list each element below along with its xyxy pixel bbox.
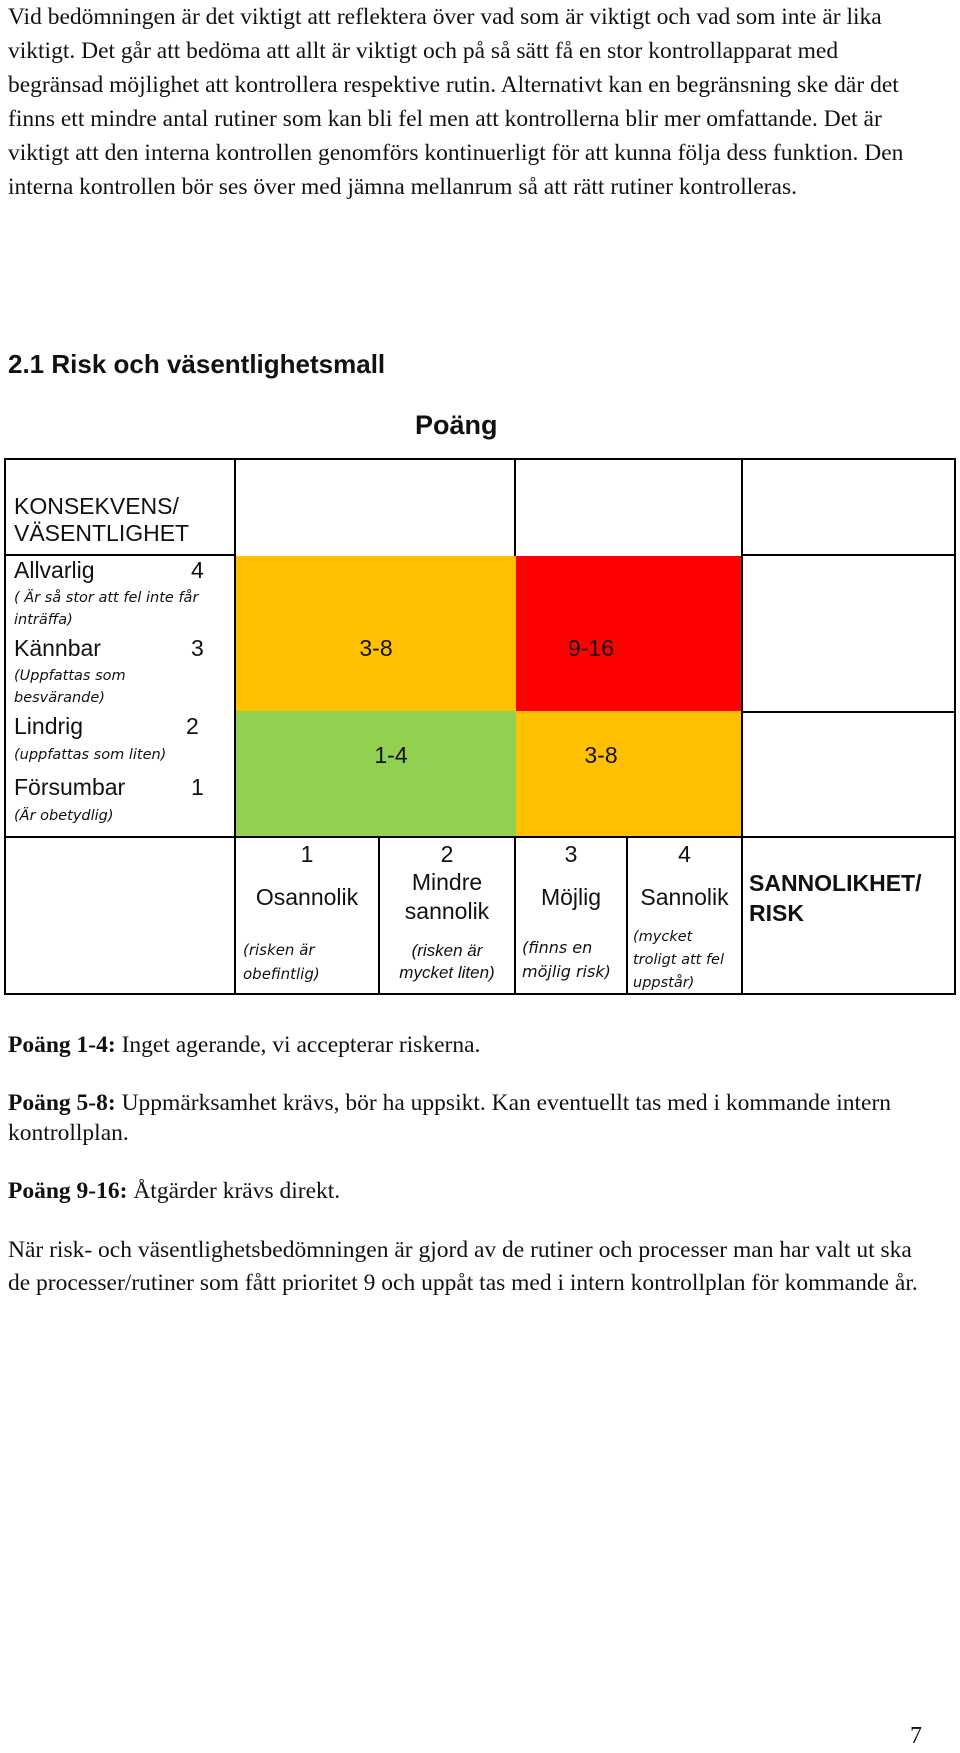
probability-value: 2 [440,841,454,867]
probability-header-line2: RISK [749,900,804,926]
probability-name: Mindre sannolik [404,869,490,924]
probability-value: 1 [300,841,314,867]
consequence-level-desc: (Är obetydlig) [14,808,114,824]
legend-item: Poäng 9-16: Åtgärder krävs direkt. [8,1178,341,1204]
probability-name: Möjlig [540,884,602,910]
consequence-header-line2: VÄSENTLIGHET [14,520,190,546]
consequence-level-value: 1 [191,774,204,800]
intro-paragraph: Vid bedömningen är det viktigt att reflektera över vad som är viktigt och vad som inte är lika viktigt. Det går att bedöma att allt är viktigt och på så sätt få en stor kontrollapparat med begränsad möjlighet att kontrollera respektive rutin. Alternativt kan en begränsning ske där det finns ett mindre antal rutiner som kan bli fel men att kontrollerna blir mer omfattande. Det är viktigt att den interna kontrollen genomförs kontinuerligt för att kunna följa dess funktion. Den interna kontrollen bör ses över med jämna mellanrum så att rätt rutiner kontrolleras. [8,4,904,200]
consequence-header-line1: KONSEKVENS/ [14,493,179,519]
zone-label-upper-left: 3-8 [359,635,393,661]
consequence-level-desc: (uppfattas som liten) [14,747,167,763]
score-title: Poäng [415,410,498,440]
probability-value: 3 [564,841,578,867]
legend-item: Poäng 5-8: Uppmärksamhet krävs, bör ha uppsikt. Kan eventuellt tas med i kommande intern kontrollplan. [8,1090,892,1146]
probability-name: Sannolik [640,884,729,910]
probability-desc: (risken är mycket liten) [399,941,495,982]
zone-label-lower-left: 1-4 [374,742,408,768]
section-title: 2.1 Risk och väsentlighetsmall [8,349,386,379]
consequence-level-name: Allvarlig [14,557,95,583]
probability-desc: (finns en möjlig risk) [522,938,611,981]
risk-matrix [4,458,956,995]
consequence-level-name: Försumbar [14,774,126,800]
zone-label-upper-right: 9-16 [567,635,615,661]
page-number: 7 [910,1723,922,1749]
probability-desc: (mycket troligt att fel uppstår) [633,929,724,991]
consequence-level-desc: (Uppfattas som besvärande) [14,668,126,706]
zone-orange-lower [516,711,743,838]
probability-desc: (risken är obefintlig) [243,941,320,983]
probability-header-line1: SANNOLIKHET/ [749,870,922,896]
consequence-level-value: 2 [186,713,199,739]
consequence-level-name: Kännbar [14,635,101,661]
probability-name: Osannolik [255,884,359,910]
zone-red [516,556,743,711]
consequence-level-name: Lindrig [14,713,84,739]
consequence-level-value: 3 [191,635,204,661]
probability-value: 4 [678,841,691,867]
consequence-level-value: 4 [191,557,204,583]
closing-paragraph: När risk- och väsentlighetsbedömningen är gjord av de rutiner och processer man har valt ut ska de processer/rutiner som fått prioritet 9 och uppåt tas med i intern kontrollplan för kommande år. [8,1237,918,1296]
zone-label-lower-right: 3-8 [584,742,618,768]
zone-orange-upper [236,556,516,711]
zone-green [236,711,516,838]
legend-item: Poäng 1-4: Inget agerande, vi accepterar riskerna. [8,1032,481,1058]
consequence-level-desc: ( Är så stor att fel inte får inträffa) [14,590,199,628]
